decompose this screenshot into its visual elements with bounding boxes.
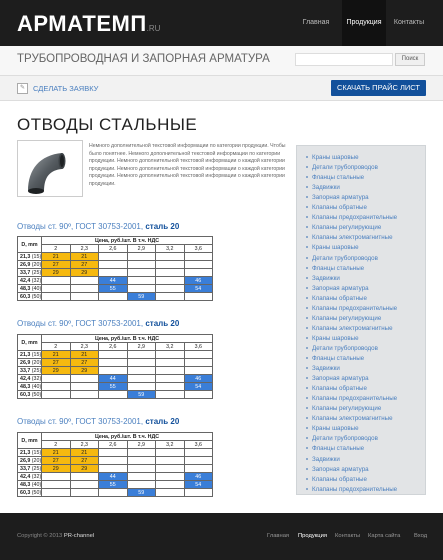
price-cell <box>156 457 185 465</box>
diameter-cell: 48,3 (40) <box>18 285 42 293</box>
price-cell <box>99 391 128 399</box>
main-content <box>0 101 443 513</box>
table-row <box>18 383 213 391</box>
download-price-button[interactable]: СКАЧАТЬ ПРАЙС ЛИСТ <box>331 80 426 96</box>
price-cell <box>127 481 156 489</box>
nav-home[interactable]: Главная <box>302 19 330 26</box>
section-title: Отводы ст. 90º, ГОСТ 30753-2001, сталь 20 <box>17 222 180 231</box>
price-cell <box>99 293 128 301</box>
price-cell: 27 <box>42 359 71 367</box>
price-cell: 27 <box>42 261 71 269</box>
edit-icon[interactable]: ✎ <box>17 83 28 94</box>
sidebar-link[interactable]: Клапаны электромагнитные <box>306 415 393 422</box>
price-cell <box>99 465 128 473</box>
table-row <box>18 293 213 301</box>
site-tagline: ТРУБОПРОВОДНАЯ И ЗАПОРНАЯ АРМАТУРА <box>17 53 270 65</box>
price-cell <box>127 375 156 383</box>
price-cell: 55 <box>99 383 128 391</box>
copyright: Copyright © 2013 PR-channel <box>17 533 95 539</box>
price-cell <box>156 465 185 473</box>
footer-nav-products[interactable]: Продукция <box>298 533 328 539</box>
price-cell <box>42 285 71 293</box>
diameter-header: D, mm <box>18 335 42 351</box>
diameter-cell: 21,3 (15) <box>18 449 42 457</box>
price-cell <box>127 473 156 481</box>
price-cell: 29 <box>70 465 99 473</box>
table-row <box>18 285 213 293</box>
price-table <box>17 334 213 399</box>
price-cell: 44 <box>99 375 128 383</box>
sidebar-link[interactable]: Детали трубопроводов <box>306 164 378 171</box>
price-cell: 54 <box>184 481 213 489</box>
table-row <box>18 391 213 399</box>
price-cell <box>156 359 185 367</box>
thickness-header: 2,9 <box>127 441 156 449</box>
thickness-header: 2,3 <box>70 441 99 449</box>
sidebar-link[interactable]: Клапаны электромагнитные <box>306 325 393 332</box>
sidebar-link[interactable]: Задвижки <box>306 184 340 191</box>
price-cell <box>184 261 213 269</box>
price-cell <box>127 457 156 465</box>
price-cell <box>99 367 128 375</box>
table-row <box>18 277 213 285</box>
sidebar-link[interactable]: Фланцы стальные <box>306 265 364 272</box>
sidebar-link[interactable]: Клапаны предохранительные <box>306 486 397 493</box>
price-cell: 27 <box>70 261 99 269</box>
price-cell <box>156 253 185 261</box>
price-cell: 55 <box>99 481 128 489</box>
diameter-cell: 26,9 (20) <box>18 359 42 367</box>
diameter-cell: 60,3 (50) <box>18 489 42 497</box>
footer-nav-sitemap[interactable]: Карта сайта <box>368 533 401 539</box>
search-input[interactable] <box>295 53 393 66</box>
price-cell <box>156 391 185 399</box>
price-cell <box>156 351 185 359</box>
thickness-header: 3,6 <box>184 441 213 449</box>
price-header: Цена, руб./шт. В т.ч. НДС <box>42 335 213 343</box>
section-title: Отводы ст. 90º, ГОСТ 30753-2001, сталь 20 <box>17 417 180 426</box>
nav-contacts[interactable]: Контакты <box>393 19 425 26</box>
sidebar-link[interactable]: Запорная арматура <box>306 194 369 201</box>
price-cell <box>99 359 128 367</box>
price-cell <box>127 351 156 359</box>
price-cell <box>70 383 99 391</box>
price-cell <box>184 293 213 301</box>
price-cell <box>70 473 99 481</box>
site-footer <box>0 513 443 560</box>
sidebar-link[interactable]: Детали трубопроводов <box>306 435 378 442</box>
price-cell <box>156 285 185 293</box>
price-table <box>17 236 213 301</box>
sidebar-link[interactable]: Запорная арматура <box>306 375 369 382</box>
table-row <box>18 367 213 375</box>
thickness-header: 2 <box>42 343 71 351</box>
thickness-header: 3,6 <box>184 245 213 253</box>
sidebar-link[interactable]: Клапаны предохранительные <box>306 305 397 312</box>
price-cell: 21 <box>42 351 71 359</box>
sidebar-link[interactable]: Краны шаровые <box>306 154 359 161</box>
sidebar-link[interactable]: Детали трубопроводов <box>306 255 378 262</box>
price-table <box>17 432 213 497</box>
price-cell <box>184 465 213 473</box>
sidebar-link[interactable]: Клапаны регулирующие <box>306 224 381 231</box>
site-header <box>0 0 443 46</box>
sidebar-link[interactable]: Фланцы стальные <box>306 355 364 362</box>
thickness-header: 2,6 <box>99 245 128 253</box>
thickness-header: 3,6 <box>184 343 213 351</box>
diameter-cell: 42,4 (32) <box>18 375 42 383</box>
price-cell: 54 <box>184 383 213 391</box>
diameter-cell: 26,9 (20) <box>18 261 42 269</box>
price-cell <box>127 253 156 261</box>
price-cell <box>127 383 156 391</box>
diameter-cell: 33,7 (25) <box>18 465 42 473</box>
price-cell <box>42 481 71 489</box>
logo-suffix: .RU <box>146 24 161 33</box>
price-cell <box>70 285 99 293</box>
sidebar-link[interactable]: Запорная арматура <box>306 285 369 292</box>
thickness-header: 3,2 <box>156 441 185 449</box>
price-cell <box>127 449 156 457</box>
price-cell: 27 <box>42 457 71 465</box>
price-cell <box>127 261 156 269</box>
nav-products[interactable]: Продукция <box>342 0 386 46</box>
table-row <box>18 375 213 383</box>
price-cell: 21 <box>70 351 99 359</box>
price-cell <box>156 449 185 457</box>
price-cell <box>127 367 156 375</box>
table-row <box>18 269 213 277</box>
price-cell <box>184 359 213 367</box>
price-cell <box>99 449 128 457</box>
page-title: ОТВОДЫ СТАЛЬНЫЕ <box>17 115 198 134</box>
price-cell <box>42 489 71 497</box>
price-header: Цена, руб./шт. В т.ч. НДС <box>42 237 213 245</box>
diameter-cell: 48,3 (40) <box>18 481 42 489</box>
thickness-header: 2,3 <box>70 343 99 351</box>
diameter-header: D, mm <box>18 433 42 449</box>
sidebar-link[interactable]: Клапаны регулирующие <box>306 405 381 412</box>
price-cell <box>70 293 99 301</box>
price-cell <box>42 375 71 383</box>
price-cell <box>184 449 213 457</box>
sidebar-link[interactable]: Краны шаровые <box>306 425 359 432</box>
elbow-pipe-image <box>18 141 82 196</box>
section-title: Отводы ст. 90º, ГОСТ 30753-2001, сталь 20 <box>17 319 180 328</box>
sidebar-link[interactable]: Клапаны обратные <box>306 385 367 392</box>
price-cell <box>184 269 213 277</box>
price-cell: 59 <box>127 293 156 301</box>
price-header: Цена, руб./шт. В т.ч. НДС <box>42 433 213 441</box>
price-cell <box>156 383 185 391</box>
price-cell <box>42 391 71 399</box>
diameter-cell: 42,4 (32) <box>18 277 42 285</box>
price-cell <box>99 253 128 261</box>
table-row <box>18 465 213 473</box>
price-cell <box>127 269 156 277</box>
intro-text: Немного дополнительной текстовой информации по категории продукции. Чтобы было понятнее. Немного дополнительной текстовой информации по категории продукции. Немного дополнительной текстовой информации о каждой категории продукции. Немного дополнительной текстовой информации о каждой категории продукции. Немного дополнительной текстовой информации о каждой категории продукции. <box>89 143 286 187</box>
sidebar-link[interactable]: Краны шаровые <box>306 244 359 251</box>
thickness-header: 3,2 <box>156 343 185 351</box>
diameter-cell: 33,7 (25) <box>18 269 42 277</box>
price-cell: 46 <box>184 277 213 285</box>
price-cell <box>127 285 156 293</box>
price-cell <box>70 391 99 399</box>
price-cell: 21 <box>42 449 71 457</box>
sidebar-link[interactable]: Клапаны обратные <box>306 476 367 483</box>
category-sidebar <box>296 145 426 495</box>
footer-nav-login[interactable]: Вход <box>414 533 428 539</box>
sidebar-link[interactable]: Детали трубопроводов <box>306 345 378 352</box>
price-cell: 59 <box>127 391 156 399</box>
diameter-cell: 48,3 (40) <box>18 383 42 391</box>
price-cell: 44 <box>99 473 128 481</box>
thickness-header: 2 <box>42 245 71 253</box>
diameter-cell: 60,3 (50) <box>18 391 42 399</box>
price-cell <box>156 489 185 497</box>
price-cell <box>99 261 128 269</box>
logo-text: АРМАТЕМП <box>17 11 147 36</box>
thickness-header: 2,6 <box>99 343 128 351</box>
sidebar-link[interactable]: Клапаны электромагнитные <box>306 234 393 241</box>
sidebar-link[interactable]: Краны шаровые <box>306 335 359 342</box>
price-cell <box>42 473 71 481</box>
sidebar-link[interactable]: Клапаны предохранительные <box>306 214 397 221</box>
price-cell <box>156 367 185 375</box>
price-cell: 46 <box>184 473 213 481</box>
sidebar-link[interactable]: Фланцы стальные <box>306 445 364 452</box>
price-cell <box>184 253 213 261</box>
price-cell <box>42 293 71 301</box>
site-logo[interactable] <box>17 11 160 37</box>
price-cell: 29 <box>70 367 99 375</box>
price-cell <box>42 383 71 391</box>
price-cell <box>70 481 99 489</box>
price-cell <box>156 481 185 489</box>
price-cell <box>156 375 185 383</box>
table-row <box>18 473 213 481</box>
price-cell: 27 <box>70 359 99 367</box>
price-cell <box>99 351 128 359</box>
price-cell: 55 <box>99 285 128 293</box>
price-cell: 29 <box>42 465 71 473</box>
price-cell <box>184 457 213 465</box>
price-cell: 59 <box>127 489 156 497</box>
price-cell <box>99 457 128 465</box>
footer-nav-home[interactable]: Главная <box>267 533 290 539</box>
table-row <box>18 481 213 489</box>
price-cell <box>127 277 156 285</box>
price-cell <box>156 293 185 301</box>
sidebar-link[interactable]: Задвижки <box>306 275 340 282</box>
request-link[interactable]: СДЕЛАТЬ ЗАЯВКУ <box>33 84 99 93</box>
sidebar-link[interactable]: Запорная арматура <box>306 466 369 473</box>
diameter-cell: 21,3 (15) <box>18 253 42 261</box>
table-row <box>18 449 213 457</box>
price-cell <box>184 367 213 375</box>
price-cell <box>156 277 185 285</box>
price-cell: 29 <box>70 269 99 277</box>
price-cell <box>99 269 128 277</box>
diameter-cell: 21,3 (15) <box>18 351 42 359</box>
price-cell <box>156 269 185 277</box>
diameter-cell: 42,4 (32) <box>18 473 42 481</box>
search-button[interactable]: Поиск <box>395 53 425 66</box>
sidebar-link[interactable]: Клапаны регулирующие <box>306 315 381 322</box>
price-cell <box>42 277 71 285</box>
table-row <box>18 359 213 367</box>
price-cell <box>156 261 185 269</box>
tagline-band <box>0 46 443 76</box>
price-cell: 46 <box>184 375 213 383</box>
footer-nav-contacts[interactable]: Контакты <box>335 533 361 539</box>
sidebar-link[interactable]: Клапаны предохранительные <box>306 395 397 402</box>
product-photo <box>17 140 83 197</box>
diameter-cell: 26,9 (20) <box>18 457 42 465</box>
price-cell <box>127 359 156 367</box>
price-cell <box>127 465 156 473</box>
thickness-header: 2 <box>42 441 71 449</box>
table-row <box>18 351 213 359</box>
price-cell <box>184 489 213 497</box>
sidebar-link[interactable]: Фланцы стальные <box>306 174 364 181</box>
price-cell: 29 <box>42 269 71 277</box>
price-cell: 21 <box>70 449 99 457</box>
diameter-cell: 33,7 (25) <box>18 367 42 375</box>
price-cell: 44 <box>99 277 128 285</box>
price-cell <box>156 473 185 481</box>
sidebar-link[interactable]: Клапаны обратные <box>306 295 367 302</box>
thickness-header: 2,9 <box>127 343 156 351</box>
price-cell <box>70 375 99 383</box>
thickness-header: 2,9 <box>127 245 156 253</box>
table-row <box>18 489 213 497</box>
table-row <box>18 261 213 269</box>
price-cell: 29 <box>42 367 71 375</box>
price-cell: 21 <box>70 253 99 261</box>
diameter-cell: 60,3 (50) <box>18 293 42 301</box>
price-cell <box>70 277 99 285</box>
price-cell <box>184 391 213 399</box>
sidebar-link[interactable]: Задвижки <box>306 365 340 372</box>
sidebar-link[interactable]: Задвижки <box>306 456 340 463</box>
price-cell: 21 <box>42 253 71 261</box>
table-row <box>18 457 213 465</box>
price-cell: 27 <box>70 457 99 465</box>
price-cell <box>184 351 213 359</box>
diameter-header: D, mm <box>18 237 42 253</box>
table-row <box>18 253 213 261</box>
thickness-header: 2,3 <box>70 245 99 253</box>
price-cell: 54 <box>184 285 213 293</box>
price-cell <box>99 489 128 497</box>
thickness-header: 2,6 <box>99 441 128 449</box>
action-band <box>0 76 443 101</box>
thickness-header: 3,2 <box>156 245 185 253</box>
price-cell <box>70 489 99 497</box>
sidebar-link[interactable]: Клапаны обратные <box>306 204 367 211</box>
